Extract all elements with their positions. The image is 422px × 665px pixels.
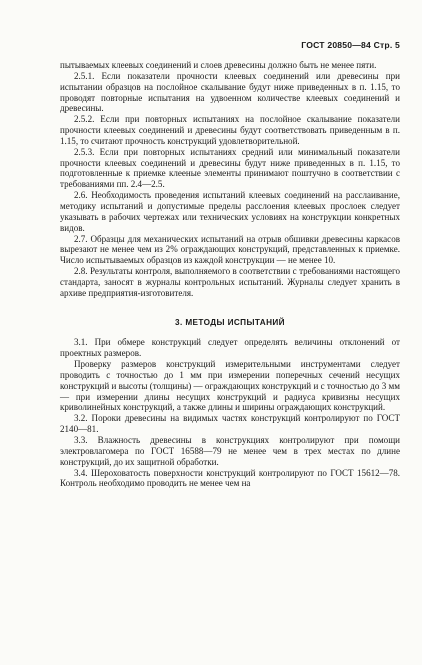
paragraph-2-5-1: 2.5.1. Если показатели прочности клеевых соединений или древесины при испытании образцов на послойное скалывание будут ниже приведенных в п. 1.15, то проводят повторные испытания на удвоенном количестве клеевых соединений и древесины. (60, 70, 400, 114)
paragraph-2-7: 2.7. Образцы для механических испытаний на отрыв обшивки древесины каркасов вырезают не менее чем из 2% ограждающих конструкций, представленных к приемке. Число испытываемых образцов из каждой конструкции — не менее 10. (60, 233, 400, 266)
paragraph-3-1: 3.1. При обмере конструкций следует определять величины отклонений от проектных размеров. (60, 337, 400, 359)
paragraph-3-4: 3.4. Шероховатость поверхности конструкций контролируют по ГОСТ 15612—78. Контроль необходимо проводить не менее чем на (60, 467, 400, 489)
paragraph-measurement: Проверку размеров конструкций измерительными инструментами следует проводить с точностью до 1 мм при измерении поперечных сечений несущих конструкций и высоты (толщины) — ограждающих конструкций и с точностью до 3 мм — при измерении длины несущих конструкций и радиуса кривизны несущих криволинейных конструкций, а также длины и ширины ограждающих конструкций. (60, 359, 400, 413)
paragraph-2-6: 2.6. Необходимость проведения испытаний клеевых соединений на расслаивание, методику испытаний и допустимые пределы расслоения клеевых прослоек следует указывать в рабочих чертежах или технических условиях на конструкции конкретных видов. (60, 190, 400, 233)
paragraph-2-5-3: 2.5.3. Если при повторных испытаниях средний или минимальный показатели прочности клеевых соединений и древесины будут ниже приведенных в п. 1.15, то подготовленные к приемке клееные элементы принимают поштучно в соответствии с требованиями пп. 2.4—2.5. (60, 146, 400, 190)
paragraph-2-8: 2.8. Результаты контроля, выполняемого в соответствии с требованиями настоящего стандарта, заносят в журналы контрольных испытаний. Журналы следует хранить в архиве предприятия-изготовителя. (60, 266, 400, 298)
section-title: 3. МЕТОДЫ ИСПЫТАНИЙ (175, 317, 285, 327)
page-header: ГОСТ 20850—84 Стр. 5 (301, 40, 400, 50)
paragraph-3-2: 3.2. Пороки древесины на видимых частях конструкций контролируют по ГОСТ 2140—81. (60, 413, 400, 435)
paragraph-continuation: пытываемых клеевых соединений и слоев древесины должно быть не менее пяти. (60, 60, 377, 70)
page-body (60, 60, 400, 489)
paragraph-3-3: 3.3. Влажность древесины в конструкциях контролируют при помощи электровлагомера по ГОСТ 16588—79 не менее чем в трех местах по длине конструкций, до их защитной обработки. (60, 435, 400, 467)
paragraph-2-5-2: 2.5.2. Если при повторных испытаниях на послойное скалывание показатели прочности клеевых соединений и древесины будут соответствовать приведенным в п. 1.15, то считают прочность конструкций удовлетворительной. (60, 114, 400, 146)
